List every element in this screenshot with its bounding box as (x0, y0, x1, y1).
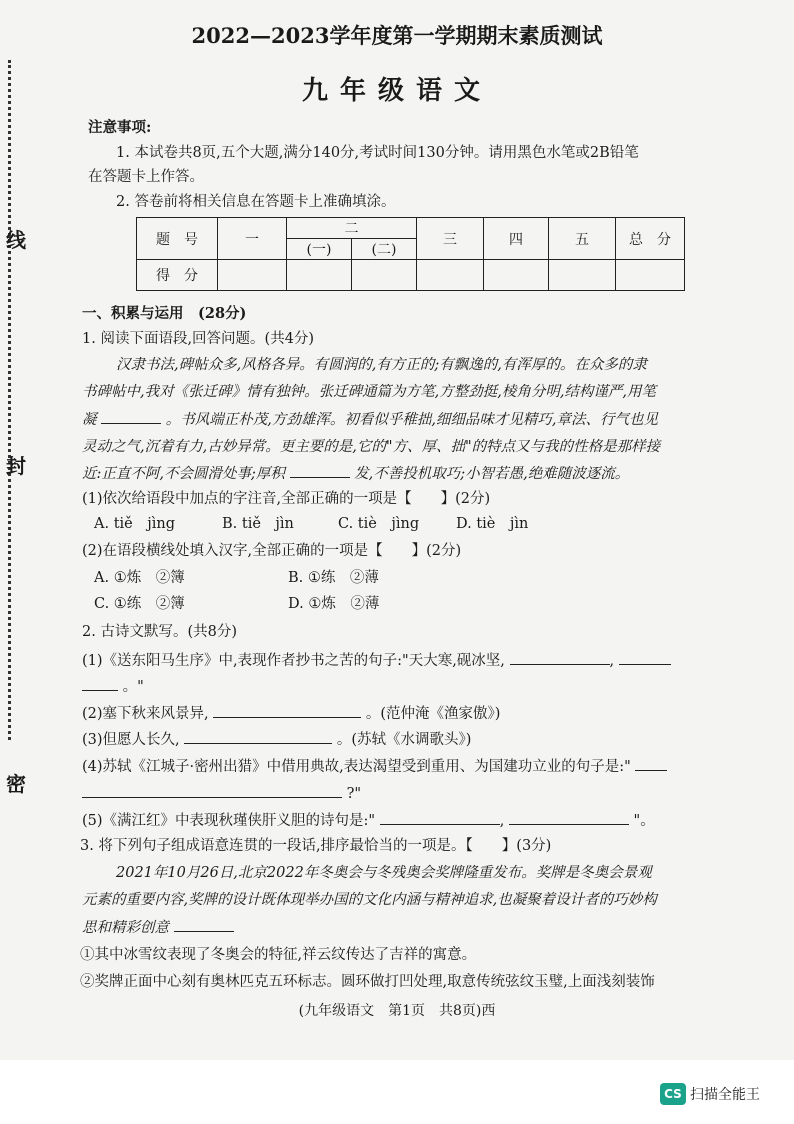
q3-heading: 3. 将下列句子组成语意连贯的一段话,排序最恰当的一项是。【 】(3分) (80, 838, 552, 854)
q2-3-text: (3)但愿人长久, (82, 732, 180, 748)
col-part-3: 三 (417, 218, 484, 260)
answer-blank[interactable] (619, 650, 671, 665)
q1-1-option-a[interactable]: A. tiě jìng (94, 516, 175, 532)
q2-3-source: 。(苏轼《水调歌头》) (336, 732, 472, 748)
col-part-5: 五 (549, 218, 616, 260)
q2-2-source: 。(范仲淹《渔家傲》) (365, 706, 501, 722)
q2-2-text: (2)塞下秋来风景异, (82, 706, 209, 722)
q1-2: (2)在语段横线处填入汉字,全部正确的一项是【 】(2分) (82, 543, 462, 559)
passage-text: 发,不善投机取巧;小智若愚,绝难随波逐流。 (354, 466, 630, 482)
q2-3 (82, 729, 471, 750)
score-cell[interactable] (549, 260, 616, 291)
camscanner-label: 扫描全能王 (690, 1087, 760, 1103)
col-part-2-sub-2: (二) (352, 239, 417, 260)
binding-mark-xian: 线 (6, 228, 26, 252)
notice-item-1: 1. 本试卷共8页,五个大题,满分140分,考试时间130分钟。请用黑色水笔或2B铅笔 (116, 145, 639, 161)
q1-heading: 1. 阅读下面语段,回答问题。(共4分) (82, 331, 315, 347)
score-cell[interactable] (484, 260, 549, 291)
q1-2-option-d[interactable]: D. ①炼 ②薄 (288, 596, 380, 612)
answer-blank[interactable] (184, 729, 332, 744)
score-cell[interactable] (417, 260, 484, 291)
row-label-question-no: 题 号 (137, 218, 218, 260)
q1-2-option-a[interactable]: A. ①炼 ②簿 (94, 570, 185, 586)
answer-blank[interactable] (509, 810, 629, 825)
q2-4-end: ?" (346, 786, 362, 802)
q2-4-cont (82, 783, 361, 804)
q2-1: (1)《送东阳马生序》中,表现作者抄书之苦的句子:"天大寒,砚冰坚, , (82, 650, 671, 671)
passage-line-2: 书碑帖中,我对《张迁碑》情有独钟。张迁碑通篇为方笔,方整劲挺,棱角分明,结构谨严,用笔 (82, 384, 657, 400)
q1-1: (1)依次给语段中加点的字注音,全部正确的一项是【 】(2分) (82, 491, 491, 507)
fill-blank-3[interactable] (174, 917, 234, 932)
passage-text: 凝 (82, 412, 97, 428)
binding-mark-mi: 密 (6, 772, 26, 796)
q3-sentence-2: ②奖牌正面中心刻有奥林匹克五环标志。圆环做打凹处理,取意传统弦纹玉璧,上面浅刻装饰 (80, 974, 655, 990)
q2-5-text: (5)《满江红》中表现秋瑾侠肝义胆的诗句是:" (82, 813, 376, 829)
answer-blank[interactable] (82, 783, 342, 798)
answer-blank[interactable] (635, 756, 667, 771)
q3-passage-line-2: 元素的重要内容,奖牌的设计既体现举办国的文化内涵与精神追求,也凝聚着设计者的巧妙构 (82, 892, 657, 908)
subject-title: 九年级语文 (301, 76, 492, 106)
camscanner-logo-icon: CS (660, 1083, 686, 1105)
q2-5-end: "。 (633, 813, 655, 829)
q1-1-option-d[interactable]: D. tiè jìn (456, 516, 529, 532)
page-footer: (九年级语文 第1页 共8页)西 (298, 1003, 496, 1019)
q2-5: (5)《满江红》中表现秋瑾侠肝义胆的诗句是:" , "。 (82, 810, 655, 831)
section-1-heading: 一、积累与运用 (28分) (82, 305, 247, 322)
notice-item-1-cont: 在答题卡上作答。 (88, 169, 204, 185)
q2-1-cont (82, 676, 144, 697)
notice-item-2: 2. 答卷前将相关信息在答题卡上准确填涂。 (116, 194, 396, 210)
q1-2-option-b[interactable]: B. ①练 ②薄 (288, 570, 379, 586)
q2-1-text: (1)《送东阳马生序》中,表现作者抄书之苦的句子:"天大寒,砚冰坚, (82, 653, 505, 669)
exam-title: 2022—2023学年度第一学期期末素质测试 (191, 23, 603, 48)
q2-heading: 2. 古诗文默写。(共8分) (82, 624, 237, 640)
col-part-2-sub-1: (一) (287, 239, 352, 260)
q3-sentence-1: ①其中冰雪纹表现了冬奥会的特征,祥云纹传达了吉祥的寓意。 (80, 947, 477, 963)
q2-4 (82, 756, 667, 777)
col-total: 总 分 (616, 218, 685, 260)
q2-1-end: 。" (122, 679, 144, 695)
q2-4-text: (4)苏轼《江城子·密州出猎》中借用典故,表达渴望受到重用、为国建功立业的句子是:" (82, 759, 631, 775)
q1-1-option-c[interactable]: C. tiè jìng (338, 516, 420, 532)
passage-line-1: 汉隶书法,碑帖众多,风格各异。有圆润的,有方正的;有飘逸的,有浑厚的。在众多的隶 (116, 357, 647, 373)
answer-blank[interactable] (380, 810, 500, 825)
passage-line-5 (82, 463, 629, 484)
notice-heading: 注意事项: (88, 119, 152, 136)
score-cell[interactable] (616, 260, 685, 291)
q1-1-option-b[interactable]: B. tiě jìn (222, 516, 294, 532)
binding-mark-feng: 封 (6, 454, 26, 478)
q3-passage-line-3 (82, 917, 234, 938)
fill-blank-2[interactable] (290, 463, 350, 478)
score-table (136, 217, 685, 291)
col-part-4: 四 (484, 218, 549, 260)
answer-blank[interactable] (82, 676, 118, 691)
col-part-2: 二 (287, 218, 417, 239)
q2-2 (82, 703, 500, 724)
score-cell[interactable] (287, 260, 352, 291)
fill-blank-1[interactable] (101, 409, 161, 424)
passage-text: 近:正直不阿,不会圆滑处事;厚积 (82, 466, 285, 482)
answer-blank[interactable] (213, 703, 361, 718)
passage-line-3 (82, 409, 658, 430)
passage-text: 。书风端正朴茂,方劲雄浑。初看似乎稚拙,细细品味才见精巧,章法、行气也见 (165, 412, 659, 428)
binding-dotted-line (8, 60, 19, 740)
score-cell[interactable] (352, 260, 417, 291)
passage-line-4: 灵动之气,沉着有力,古妙异常。更主要的是,它的"方、厚、拙"的特点又与我的性格是那样接 (82, 439, 661, 455)
col-part-1: 一 (218, 218, 287, 260)
score-cell[interactable] (218, 260, 287, 291)
q3-passage-text: 思和精彩创意 (82, 920, 169, 936)
q3-passage-line-1: 2021年10月26日,北京2022年冬奥会与冬残奥会奖牌隆重发布。奖牌是冬奥会景观 (116, 865, 652, 881)
answer-blank[interactable] (510, 650, 610, 665)
row-label-score: 得 分 (137, 260, 218, 291)
q1-2-option-c[interactable]: C. ①练 ②簿 (94, 596, 185, 612)
